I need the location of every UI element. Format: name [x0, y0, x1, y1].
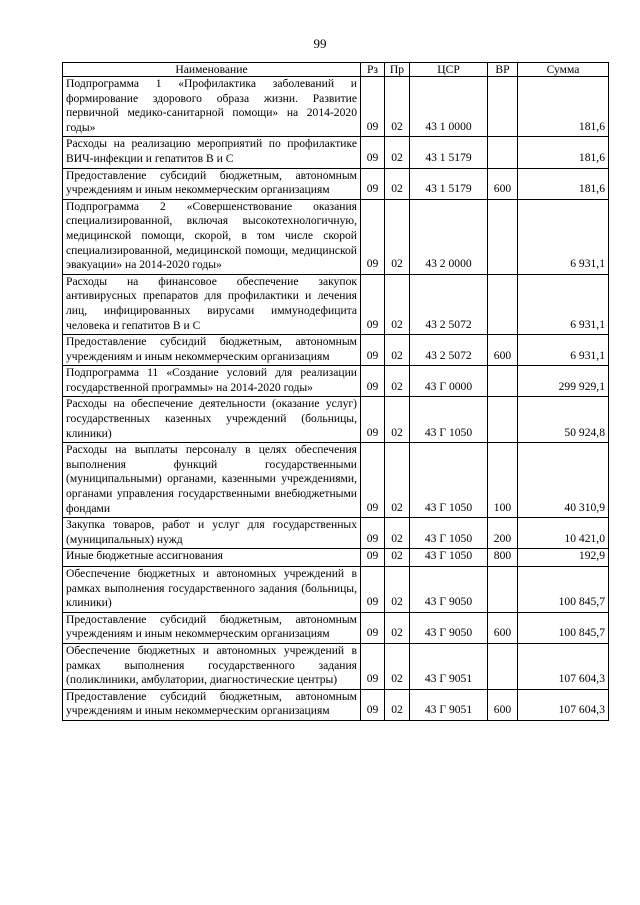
header-vr: ВР — [488, 63, 518, 77]
cell-name: Расходы на финансовое обеспечение закупок антивирусных препаратов для профилактики и лечения лиц, инфицированных вирусами иммунодефицита человека и гепатитов В и С — [63, 274, 361, 334]
cell-csr: 43 2 0000 — [410, 199, 488, 274]
cell-rz: 09 — [361, 366, 385, 397]
cell-sum: 6 931,1 — [518, 274, 609, 334]
cell-pr: 02 — [385, 199, 410, 274]
cell-vr: 600 — [488, 612, 518, 643]
table-row — [63, 199, 609, 274]
cell-pr: 02 — [385, 274, 410, 334]
cell-vr — [488, 199, 518, 274]
cell-vr — [488, 397, 518, 443]
cell-csr: 43 Г 1050 — [410, 397, 488, 443]
cell-pr: 02 — [385, 168, 410, 199]
cell-pr: 02 — [385, 643, 410, 689]
table-body — [63, 77, 609, 721]
cell-rz: 09 — [361, 199, 385, 274]
cell-vr: 800 — [488, 549, 518, 567]
cell-pr: 02 — [385, 612, 410, 643]
table-row — [63, 643, 609, 689]
cell-sum: 299 929,1 — [518, 366, 609, 397]
cell-sum: 181,6 — [518, 77, 609, 137]
cell-csr: 43 Г 9051 — [410, 643, 488, 689]
cell-name: Предоставление субсидий бюджетным, автономным учреждениям и иным некоммерческим организациям — [63, 335, 361, 366]
cell-sum: 107 604,3 — [518, 689, 609, 720]
cell-pr: 02 — [385, 366, 410, 397]
cell-csr: 43 2 5072 — [410, 274, 488, 334]
cell-rz: 09 — [361, 397, 385, 443]
cell-csr: 43 Г 0000 — [410, 366, 488, 397]
budget-table — [62, 62, 609, 721]
cell-name: Подпрограмма 11 «Создание условий для реализации государственной программы» на 2014-2020 годы» — [63, 366, 361, 397]
cell-name: Предоставление субсидий бюджетным, автономным учреждениям и иным некоммерческим организациям — [63, 612, 361, 643]
cell-sum: 181,6 — [518, 137, 609, 168]
cell-name: Расходы на выплаты персоналу в целях обеспечения выполнения функций государственными (муниципальными) органами, казенными учреждениями, органами управления государственными внебюджетными фондами — [63, 443, 361, 518]
cell-rz: 09 — [361, 77, 385, 137]
cell-pr: 02 — [385, 335, 410, 366]
table-row — [63, 518, 609, 549]
cell-name: Расходы на обеспечение деятельности (оказание услуг) государственных казенных учреждений (больницы, клиники) — [63, 397, 361, 443]
table-row — [63, 397, 609, 443]
cell-rz: 09 — [361, 335, 385, 366]
table-row — [63, 567, 609, 613]
cell-pr: 02 — [385, 689, 410, 720]
cell-rz: 09 — [361, 549, 385, 567]
cell-rz: 09 — [361, 168, 385, 199]
cell-sum: 6 931,1 — [518, 199, 609, 274]
cell-name: Подпрограмма 1 «Профилактика заболеваний и формирование здорового образа жизни. Развитие первичной медико-санитарной помощи» на 2014-2020 годы» — [63, 77, 361, 137]
cell-csr: 43 Г 9050 — [410, 612, 488, 643]
cell-csr: 43 1 5179 — [410, 168, 488, 199]
header-name: Наименование — [63, 63, 361, 77]
table-row — [63, 137, 609, 168]
cell-sum: 107 604,3 — [518, 643, 609, 689]
cell-name: Обеспечение бюджетных и автономных учреждений в рамках выполнения государственного задания (поликлиники, амбулатории, диагностические центры) — [63, 643, 361, 689]
cell-csr: 43 Г 1050 — [410, 443, 488, 518]
cell-vr: 600 — [488, 689, 518, 720]
cell-sum: 50 924,8 — [518, 397, 609, 443]
cell-name: Расходы на реализацию мероприятий по профилактике ВИЧ-инфекции и гепатитов В и С — [63, 137, 361, 168]
cell-vr — [488, 567, 518, 613]
cell-pr: 02 — [385, 518, 410, 549]
cell-csr: 43 1 0000 — [410, 77, 488, 137]
cell-name: Предоставление субсидий бюджетным, автономным учреждениям и иным некоммерческим организациям — [63, 168, 361, 199]
cell-csr: 43 Г 9051 — [410, 689, 488, 720]
cell-rz: 09 — [361, 612, 385, 643]
header-rz: Рз — [361, 63, 385, 77]
cell-vr: 100 — [488, 443, 518, 518]
cell-vr — [488, 643, 518, 689]
page-number: 99 — [313, 36, 327, 51]
cell-pr: 02 — [385, 77, 410, 137]
table-row — [63, 274, 609, 334]
cell-name: Закупка товаров, работ и услуг для государственных (муниципальных) нужд — [63, 518, 361, 549]
table-row — [63, 335, 609, 366]
cell-rz: 09 — [361, 137, 385, 168]
cell-name: Обеспечение бюджетных и автономных учреждений в рамках выполнения государственного задания (больницы, клиники) — [63, 567, 361, 613]
cell-rz: 09 — [361, 274, 385, 334]
cell-vr: 200 — [488, 518, 518, 549]
cell-sum: 181,6 — [518, 168, 609, 199]
cell-vr: 600 — [488, 168, 518, 199]
header-sum: Сумма — [518, 63, 609, 77]
cell-sum: 100 845,7 — [518, 567, 609, 613]
cell-pr: 02 — [385, 549, 410, 567]
cell-csr: 43 1 5179 — [410, 137, 488, 168]
cell-sum: 10 421,0 — [518, 518, 609, 549]
cell-pr: 02 — [385, 397, 410, 443]
cell-pr: 02 — [385, 137, 410, 168]
header-csr: ЦСР — [410, 63, 488, 77]
cell-name: Подпрограмма 2 «Совершенствование оказания специализированной, включая высокотехнологичную, медицинской помощи, скорой, в том числе скорой специализированной, медицинской помощи, медицинской эвакуации» на 2014-2020 годы» — [63, 199, 361, 274]
table-row — [63, 549, 609, 567]
cell-pr: 02 — [385, 443, 410, 518]
cell-vr — [488, 366, 518, 397]
cell-name: Иные бюджетные ассигнования — [63, 549, 361, 567]
cell-vr: 600 — [488, 335, 518, 366]
table-header — [63, 63, 609, 77]
cell-sum: 6 931,1 — [518, 335, 609, 366]
cell-vr — [488, 77, 518, 137]
cell-name: Предоставление субсидий бюджетным, автономным учреждениям и иным некоммерческим организациям — [63, 689, 361, 720]
cell-csr: 43 Г 1050 — [410, 518, 488, 549]
table-row — [63, 689, 609, 720]
cell-rz: 09 — [361, 689, 385, 720]
table-row — [63, 612, 609, 643]
table-row — [63, 366, 609, 397]
cell-rz: 09 — [361, 643, 385, 689]
cell-vr — [488, 137, 518, 168]
cell-rz: 09 — [361, 443, 385, 518]
cell-rz: 09 — [361, 518, 385, 549]
cell-vr — [488, 274, 518, 334]
table-row — [63, 443, 609, 518]
cell-csr: 43 Г 1050 — [410, 549, 488, 567]
cell-csr: 43 2 5072 — [410, 335, 488, 366]
cell-pr: 02 — [385, 567, 410, 613]
table-row — [63, 77, 609, 137]
table-row — [63, 168, 609, 199]
cell-sum: 40 310,9 — [518, 443, 609, 518]
cell-csr: 43 Г 9050 — [410, 567, 488, 613]
header-pr: Пр — [385, 63, 410, 77]
cell-sum: 192,9 — [518, 549, 609, 567]
cell-rz: 09 — [361, 567, 385, 613]
cell-sum: 100 845,7 — [518, 612, 609, 643]
